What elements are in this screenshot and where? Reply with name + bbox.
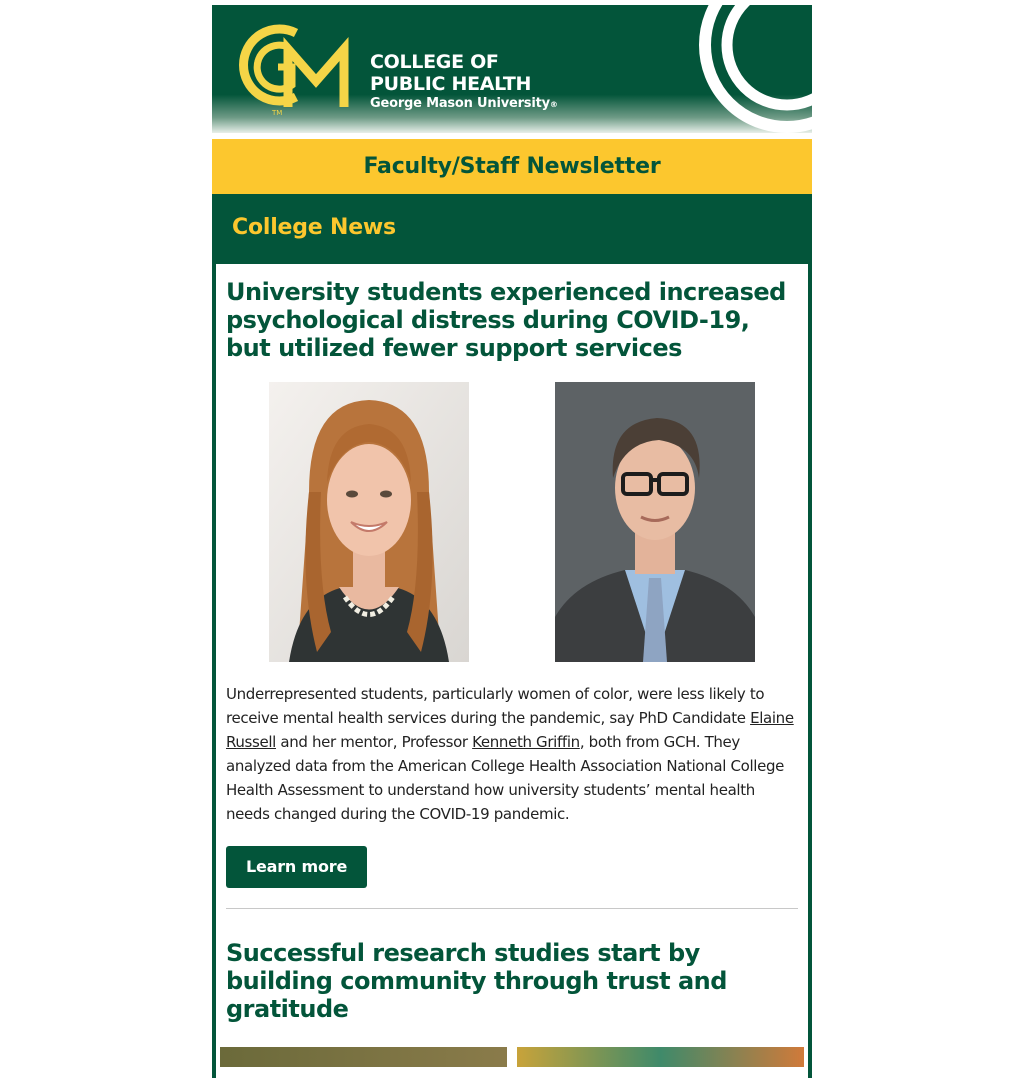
portrait-photo-man — [555, 382, 755, 662]
link-elaine-russell[interactable]: Elaine Russell — [226, 709, 794, 751]
article-content — [212, 264, 812, 1078]
article-headline-2[interactable]: Successful research studies start by building community through trust and gratitude — [226, 939, 727, 1023]
article-2-photo-left — [220, 1047, 507, 1067]
college-wordmark — [370, 51, 558, 114]
wordmark-line1: COLLEGE OF — [370, 51, 499, 73]
link-kenneth-griffin[interactable]: Kenneth Griffin — [472, 733, 580, 751]
trademark-label: TM — [272, 109, 283, 117]
wordmark-line3: George Mason University® — [370, 96, 558, 111]
article-2-photos — [220, 1047, 804, 1067]
newsletter-title: Faculty/Staff Newsletter — [363, 154, 661, 179]
header-banner — [212, 5, 812, 133]
article-summary: Underrepresented students, particularly women of color, were less likely to receive mental health services during the pandemic, say PhD Candidate Elaine Russell and her mentor, Professor Kenneth Griffin, both from GCH. They analyzed data from the American College Health Association National College Health Assessment to understand how university students’ mental health needs changed during the COVID-19 pandemic. — [226, 685, 794, 823]
wordmark-line2: PUBLIC HEALTH — [370, 73, 532, 95]
article-photos — [226, 382, 798, 662]
decorative-rings-icon — [692, 5, 812, 133]
newsletter-title-banner — [212, 139, 812, 194]
learn-more-button[interactable]: Learn more — [226, 846, 367, 888]
cgm-logo-icon — [238, 19, 363, 119]
article-2-photo-right — [517, 1047, 804, 1067]
section-title: College News — [232, 215, 396, 240]
section-header — [212, 194, 812, 264]
portrait-photo-woman — [269, 382, 469, 662]
article-headline[interactable]: University students experienced increased psychological distress during COVID-19, but utilized fewer support services — [226, 278, 786, 362]
newsletter-email — [212, 5, 812, 1078]
article-divider — [226, 908, 798, 909]
